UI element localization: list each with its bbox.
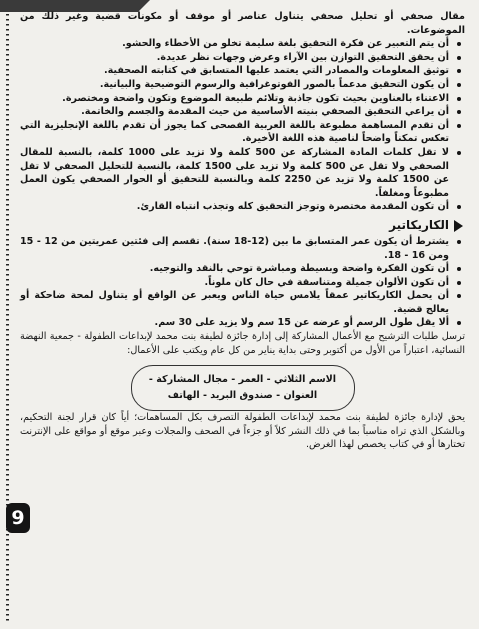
list-item: توثيق المعلومات والمصادر التي يعتمد عليها المتسابق في كتابته الصحفية. [20, 64, 465, 78]
required-fields-line: العنوان - صندوق البريد - الهاتف [167, 390, 318, 402]
list-item: الاعتناء بالعناوين بحيث تكون جاذبة وتلائم طبيعة الموضوع وتكون واضحة ومختصرة. [20, 92, 465, 106]
list-item: ألا يقل طول الرسم أو عرضه عن 15 سم ولا يزيد على 30 سم. [20, 316, 465, 330]
list-item: أن يكون التحقيق مدعماً بالصور الفوتوغرافية والرسوم التوضيحية والبيانية. [20, 78, 465, 92]
list-item: أن يتم التعبير عن فكرة التحقيق بلغة سليمة تخلو من الأخطاء والحشو. [20, 37, 465, 51]
submission-note: ترسل طلبات الترشيح مع الأعمال المشاركة إلى إدارة جائزة لطيفة بنت محمد لإبداعات الطفولة - جمعية النهضة النسائية، اعتباراً من الأول من أكتوبر وحتى بداية يناير من كل عام ويكتب على الأعمال: [20, 331, 465, 356]
list-item: أن يراعي التحقيق الصحفي بنيته الأساسية من حيث المقدمة والجسم والخاتمة. [20, 105, 465, 119]
rights-note: يحق لإدارة جائزة لطيفة بنت محمد لإبداعات الطفولة التصرف بكل المساهمات؛ أياً كان قرار لجنة التحكيم، وبالشكل الذي تراه مناسباً بما في ذلك النشر كلاً أو جزءاً في الصحف والمجلات وعبر موقع أو مواقع على الإنترنت تختارها أو في كتاب يخصص لهذا الغرض. [20, 412, 465, 451]
caricature-heading-text: الكاريكاتير [389, 217, 449, 232]
page-number-badge: 9 [6, 503, 30, 533]
list-item: أن تكون المقدمة مختصرة وتوجز التحقيق كله وتجذب انتباه القارئ. [20, 200, 465, 214]
page-content [20, 10, 465, 452]
list-item: أن تكون الألوان جميلة ومتناسقة في حال كان ملوناً. [20, 276, 465, 290]
caricature-criteria-list [20, 235, 465, 330]
intro-paragraph: مقال صحفي أو تحليل صحفي يتناول عناصر أو موقف أو مكونات قضية وغير ذلك من الموضوعات. [20, 11, 465, 36]
triangle-bullet-icon [454, 220, 463, 232]
list-item: أن تكون الفكرة واضحة وبسيطة ومباشرة توحي بالنقد والتوجيه. [20, 262, 465, 276]
list-item: أن تقدم المساهمة مطبوعة باللغة العربية الفصحى كما يجوز أن تقدم باللغة الإنجليزية التي تعكس تمكناً واضحاً لناصية هذه اللغة الأخيرة. [20, 119, 465, 146]
list-item: يشترط أن يكون عمر المتسابق ما بين (12-18 سنة). تقسم إلى فئتين عمريتين من 12 - 15 ومن 16 - 18. [20, 235, 465, 262]
required-fields-line: الاسم الثلاثي - العمر - مجال المشاركة - [148, 374, 337, 386]
required-fields-box [131, 365, 355, 411]
list-item: أن يحقق التحقيق التوازن بين الآراء وعرض وجهات نظر عديدة. [20, 51, 465, 65]
caricature-heading [20, 216, 465, 234]
list-item: لا تقل كلمات المادة المشاركة عن 500 كلمة ولا تزيد على 1000 كلمة، بالنسبة للمقال الصحفي ولا تقل عن 500 كلمة ولا تزيد على 1500 كلمة، بالنسبة للتحليل الصحفي لا تقل عن 1500 كلمة ولا تزيد عن 2250 كلمة وبالنسبة للتحقيق أو الحوار الصحفي يكون العمل مطبوعاً ومغلفاً. [20, 146, 465, 200]
list-item: أن يحمل الكاريكاتير عمقاً يلامس حياة الناس ويعبر عن الواقع أو يتناول لمحة ضاحكة أو يعالج قضية. [20, 289, 465, 316]
article-criteria-list [20, 37, 465, 214]
